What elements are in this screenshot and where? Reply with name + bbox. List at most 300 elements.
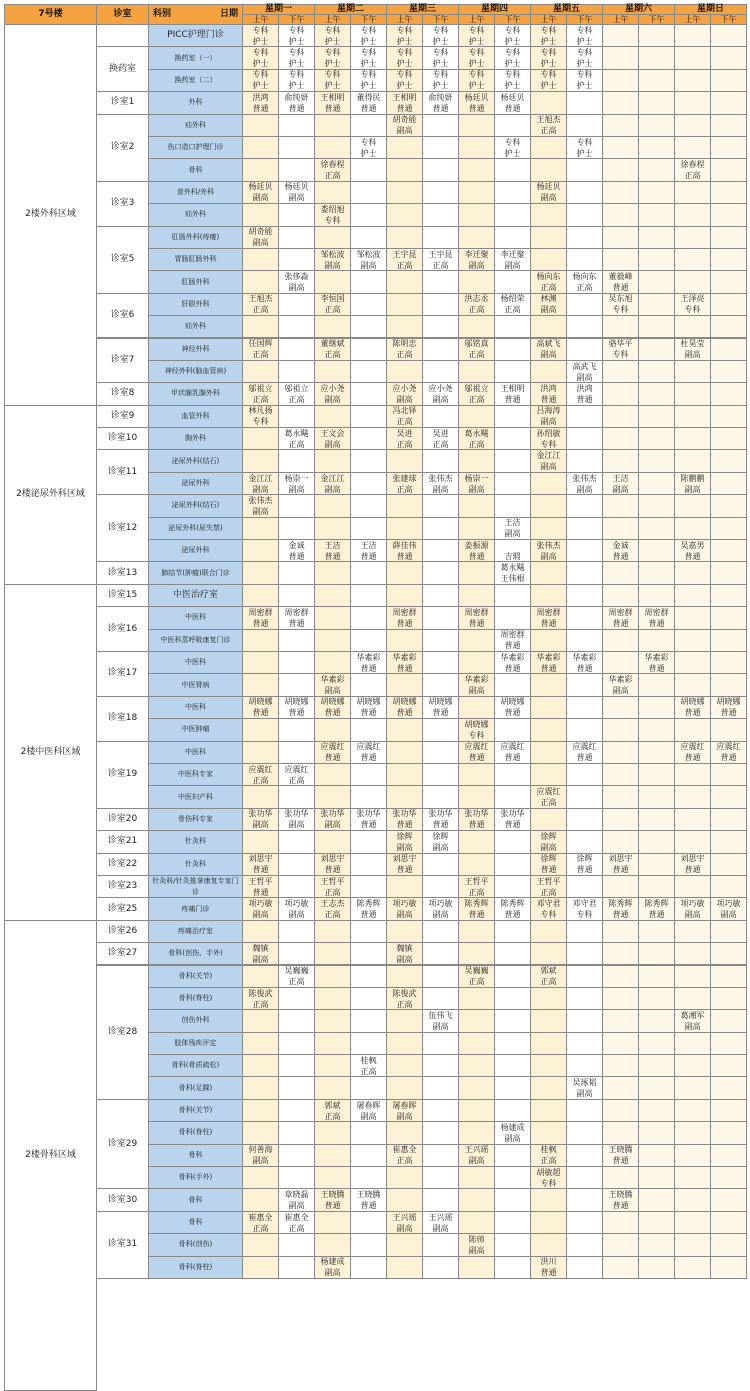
- dept-label: 神经外科(脑血管病): [148, 360, 243, 383]
- schedule-slot: 专科 护士: [566, 69, 603, 92]
- schedule-slot: 俞纯妍 普通: [422, 91, 459, 114]
- schedule-slot: [314, 606, 351, 629]
- schedule-slot: [242, 203, 279, 226]
- schedule-slot: 应震红 普通: [458, 741, 495, 764]
- schedule-slot: [638, 494, 675, 517]
- schedule-slot: 董继斌 正高: [314, 338, 351, 361]
- schedule-slot: [530, 517, 567, 540]
- dept-label: 外科: [148, 91, 243, 114]
- schedule-slot: [242, 315, 279, 338]
- schedule-slot: [710, 539, 747, 562]
- schedule-slot: 杨崇一 副高: [278, 472, 315, 495]
- schedule-slot: [350, 1009, 387, 1032]
- day-header: 星期六: [602, 4, 675, 15]
- schedule-slot: 张功华 普通: [458, 808, 495, 831]
- schedule-slot: 邓守君 专科: [530, 897, 567, 920]
- schedule-slot: [350, 561, 387, 584]
- area-label: 2楼泌尿外科区域: [4, 405, 97, 585]
- schedule-slot: [710, 1009, 747, 1032]
- schedule-slot: [566, 1054, 603, 1077]
- schedule-slot: 周密群 普通: [278, 606, 315, 629]
- schedule-slot: [710, 584, 747, 607]
- schedule-slot: [242, 741, 279, 764]
- schedule-slot: [458, 696, 495, 719]
- schedule-slot: 陈明忠 正高: [386, 338, 423, 361]
- schedule-slot: [350, 472, 387, 495]
- schedule-slot: [674, 1166, 711, 1189]
- schedule-slot: [350, 181, 387, 204]
- half-day-header: 下午: [278, 14, 315, 25]
- schedule-slot: [566, 449, 603, 472]
- schedule-slot: [674, 449, 711, 472]
- schedule-slot: [602, 1099, 639, 1122]
- schedule-slot: [494, 875, 531, 898]
- dept-label: 肛肠外科: [148, 270, 243, 293]
- schedule-slot: [638, 1233, 675, 1256]
- room-header: 诊室: [96, 4, 149, 25]
- schedule-slot: [350, 763, 387, 786]
- schedule-slot: 刘思宇 普通: [386, 853, 423, 876]
- schedule-slot: [458, 763, 495, 786]
- schedule-slot: 专科 护士: [278, 46, 315, 69]
- schedule-slot: [674, 1032, 711, 1055]
- schedule-slot: [422, 1076, 459, 1099]
- dept-label: 骨科(创伤、手外): [148, 942, 243, 965]
- schedule-slot: 应震红 普通: [350, 741, 387, 764]
- schedule-slot: [674, 1233, 711, 1256]
- schedule-slot: 专科 护士: [566, 136, 603, 159]
- schedule-slot: [422, 1166, 459, 1189]
- half-day-header: 上午: [530, 14, 567, 25]
- schedule-slot: [350, 449, 387, 472]
- dept-label: 血管外科: [148, 405, 243, 428]
- schedule-slot: [674, 405, 711, 428]
- schedule-slot: [674, 248, 711, 271]
- schedule-slot: [674, 270, 711, 293]
- dept-label: 肢体残疾评定: [148, 1032, 243, 1055]
- dept-label: 中医科: [148, 651, 243, 674]
- schedule-slot: [386, 315, 423, 338]
- schedule-slot: 徐春程 正高: [674, 158, 711, 181]
- schedule-slot: [602, 114, 639, 137]
- schedule-slot: [530, 248, 567, 271]
- schedule-slot: [494, 203, 531, 226]
- schedule-slot: [566, 1188, 603, 1211]
- schedule-slot: [710, 158, 747, 181]
- schedule-slot: 徐辉 副高: [530, 830, 567, 853]
- schedule-slot: 应震红 正高: [242, 763, 279, 786]
- schedule-slot: [278, 1166, 315, 1189]
- schedule-slot: [638, 965, 675, 988]
- schedule-slot: [530, 808, 567, 831]
- dept-label: 中医肿瘤: [148, 718, 243, 741]
- schedule-slot: 项巧敏 副高: [710, 897, 747, 920]
- schedule-slot: [602, 920, 639, 943]
- schedule-slot: [566, 338, 603, 361]
- schedule-slot: [350, 606, 387, 629]
- schedule-slot: [530, 673, 567, 696]
- schedule-slot: [638, 1166, 675, 1189]
- dept-label: 疼痛治疗室: [148, 920, 243, 943]
- schedule-slot: [458, 942, 495, 965]
- dept-label: 中医肾病: [148, 673, 243, 696]
- schedule-slot: [566, 942, 603, 965]
- schedule-slot: [458, 785, 495, 808]
- dept-label: 中医妇产科: [148, 785, 243, 808]
- schedule-slot: [530, 942, 567, 965]
- schedule-slot: [350, 1032, 387, 1055]
- schedule-slot: [386, 1233, 423, 1256]
- schedule-slot: [638, 46, 675, 69]
- schedule-slot: [638, 696, 675, 719]
- schedule-slot: 王旭杰 正高: [242, 293, 279, 316]
- schedule-slot: 专科 护士: [242, 46, 279, 69]
- schedule-slot: [710, 181, 747, 204]
- schedule-slot: [602, 696, 639, 719]
- schedule-slot: 邬祖立 正高: [458, 382, 495, 405]
- schedule-slot: [314, 718, 351, 741]
- schedule-slot: [278, 1256, 315, 1279]
- schedule-slot: [638, 741, 675, 764]
- schedule-slot: [422, 360, 459, 383]
- schedule-slot: [602, 449, 639, 472]
- schedule-slot: [278, 1121, 315, 1144]
- schedule-slot: [674, 785, 711, 808]
- dept-label: 泌尿外科(结石): [148, 494, 243, 517]
- schedule-slot: [242, 1054, 279, 1077]
- schedule-slot: [314, 785, 351, 808]
- schedule-slot: [242, 718, 279, 741]
- schedule-slot: [602, 382, 639, 405]
- schedule-slot: [602, 763, 639, 786]
- schedule-slot: [638, 1009, 675, 1032]
- schedule-slot: [566, 91, 603, 114]
- schedule-slot: [278, 494, 315, 517]
- half-day-header: 上午: [674, 14, 711, 25]
- schedule-slot: [602, 808, 639, 831]
- schedule-slot: 张功华 普通: [350, 808, 387, 831]
- schedule-slot: [314, 360, 351, 383]
- dept-label: 普外科/外科: [148, 181, 243, 204]
- room-label: 诊室23: [96, 875, 149, 898]
- schedule-slot: [422, 136, 459, 159]
- schedule-slot: 王洁 副高: [494, 517, 531, 540]
- schedule-slot: [314, 181, 351, 204]
- schedule-slot: [638, 360, 675, 383]
- schedule-slot: [386, 158, 423, 181]
- schedule-slot: 杨绍荣 正高: [494, 293, 531, 316]
- schedule-slot: [242, 965, 279, 988]
- schedule-slot: [602, 226, 639, 249]
- schedule-slot: [242, 1099, 279, 1122]
- schedule-slot: [566, 517, 603, 540]
- schedule-slot: [566, 181, 603, 204]
- schedule-slot: 应震红 普通: [314, 741, 351, 764]
- schedule-slot: 张伟杰 副高: [530, 539, 567, 562]
- schedule-slot: [494, 942, 531, 965]
- schedule-slot: [422, 1233, 459, 1256]
- schedule-slot: [494, 1256, 531, 1279]
- schedule-slot: [386, 270, 423, 293]
- schedule-slot: 洪鸿 普通: [530, 382, 567, 405]
- schedule-slot: [602, 1166, 639, 1189]
- room-label: 诊室8: [96, 382, 149, 405]
- schedule-slot: [242, 517, 279, 540]
- schedule-slot: [386, 763, 423, 786]
- schedule-slot: [530, 494, 567, 517]
- schedule-slot: [314, 517, 351, 540]
- schedule-slot: [386, 673, 423, 696]
- schedule-slot: [422, 584, 459, 607]
- dept-label: 伤口造口护理门诊: [148, 136, 243, 159]
- schedule-slot: [710, 248, 747, 271]
- schedule-slot: [530, 1032, 567, 1055]
- schedule-slot: [602, 875, 639, 898]
- schedule-slot: [278, 1032, 315, 1055]
- schedule-slot: [710, 673, 747, 696]
- schedule-slot: [566, 293, 603, 316]
- schedule-slot: [458, 1256, 495, 1279]
- schedule-slot: [422, 673, 459, 696]
- schedule-slot: 王哲平 正高: [530, 875, 567, 898]
- schedule-slot: 周密群 普通: [530, 606, 567, 629]
- schedule-slot: [350, 338, 387, 361]
- schedule-slot: [458, 136, 495, 159]
- schedule-slot: 华素彩 普通: [530, 651, 567, 674]
- schedule-slot: [710, 91, 747, 114]
- schedule-slot: [602, 1032, 639, 1055]
- schedule-slot: 陈秀辉 普通: [494, 897, 531, 920]
- schedule-slot: [674, 1188, 711, 1211]
- schedule-slot: [242, 248, 279, 271]
- dept-label: 创伤外科: [148, 1009, 243, 1032]
- schedule-slot: [602, 942, 639, 965]
- schedule-slot: [494, 494, 531, 517]
- schedule-slot: [530, 561, 567, 584]
- dept-label: PICC护理门诊: [148, 24, 243, 47]
- schedule-slot: 周密群 普通: [242, 606, 279, 629]
- schedule-slot: [494, 606, 531, 629]
- schedule-slot: [494, 1099, 531, 1122]
- schedule-slot: [602, 651, 639, 674]
- schedule-slot: 徐辉 副高: [422, 830, 459, 853]
- schedule-slot: [566, 1099, 603, 1122]
- schedule-slot: [494, 1009, 531, 1032]
- schedule-slot: [458, 517, 495, 540]
- room-label: 诊室21: [96, 830, 149, 853]
- schedule-slot: [314, 987, 351, 1010]
- schedule-slot: [602, 830, 639, 853]
- schedule-slot: 王晓腾 普通: [314, 1188, 351, 1211]
- schedule-slot: [422, 158, 459, 181]
- schedule-slot: [602, 1256, 639, 1279]
- schedule-slot: [566, 561, 603, 584]
- schedule-slot: 王洁 副高: [602, 472, 639, 495]
- date-column-label: 日期: [219, 9, 238, 19]
- schedule-slot: [674, 494, 711, 517]
- schedule-slot: [386, 181, 423, 204]
- schedule-slot: [566, 1256, 603, 1279]
- schedule-slot: [638, 114, 675, 137]
- schedule-slot: [386, 561, 423, 584]
- schedule-slot: [602, 1054, 639, 1077]
- schedule-slot: [602, 158, 639, 181]
- schedule-slot: [710, 24, 747, 47]
- dept-label: 骨伤科专家: [148, 808, 243, 831]
- schedule-slot: [638, 1099, 675, 1122]
- schedule-slot: [458, 830, 495, 853]
- schedule-slot: [674, 203, 711, 226]
- schedule-slot: [350, 1211, 387, 1234]
- day-header: 星期四: [458, 4, 531, 15]
- room-label: 诊室6: [96, 293, 149, 339]
- dept-label: 换药室（一）: [148, 46, 243, 69]
- schedule-slot: [242, 360, 279, 383]
- schedule-slot: 吴进 正高: [386, 427, 423, 450]
- schedule-slot: [242, 158, 279, 181]
- schedule-slot: [422, 181, 459, 204]
- schedule-slot: 项巧敏 副高: [278, 897, 315, 920]
- area-label: 2楼外科区域: [4, 24, 97, 406]
- schedule-slot: 王相明 普通: [494, 382, 531, 405]
- schedule-slot: [530, 315, 567, 338]
- schedule-slot: 骆华平 专科: [602, 338, 639, 361]
- schedule-slot: [386, 1121, 423, 1144]
- schedule-slot: [638, 584, 675, 607]
- room-label: 诊室20: [96, 808, 149, 831]
- schedule-slot: [494, 427, 531, 450]
- schedule-slot: [602, 494, 639, 517]
- room-label: 诊室11: [96, 449, 149, 495]
- schedule-slot: [422, 1188, 459, 1211]
- schedule-slot: 胡奇能 副高: [242, 226, 279, 249]
- schedule-slot: [710, 942, 747, 965]
- schedule-slot: [494, 673, 531, 696]
- room-label: 诊室22: [96, 853, 149, 876]
- schedule-slot: 金江江 副高: [314, 472, 351, 495]
- schedule-slot: [710, 875, 747, 898]
- schedule-slot: [242, 1032, 279, 1055]
- schedule-slot: 华素彩 普通: [386, 651, 423, 674]
- room-label: 诊室12: [96, 494, 149, 562]
- schedule-slot: 应震红 普通: [566, 741, 603, 764]
- schedule-slot: [710, 382, 747, 405]
- schedule-slot: [278, 517, 315, 540]
- dept-label: 针灸科/针灸推拿康复专家门诊: [148, 875, 243, 898]
- schedule-slot: [422, 494, 459, 517]
- schedule-slot: 葛永飚 正高: [278, 427, 315, 450]
- schedule-slot: 屠春晖 副高: [386, 1099, 423, 1122]
- schedule-slot: [674, 606, 711, 629]
- half-day-header: 上午: [242, 14, 279, 25]
- schedule-slot: 陈秀辉 普通: [638, 897, 675, 920]
- schedule-slot: [566, 987, 603, 1010]
- dept-label: 骨科: [148, 158, 243, 181]
- schedule-slot: [638, 942, 675, 965]
- schedule-slot: [278, 293, 315, 316]
- schedule-slot: [458, 1211, 495, 1234]
- schedule-slot: [710, 853, 747, 876]
- schedule-slot: 杨建成 副高: [314, 1256, 351, 1279]
- schedule-slot: 专科 护士: [350, 136, 387, 159]
- schedule-slot: [494, 181, 531, 204]
- schedule-slot: 洪鸿 普通: [566, 382, 603, 405]
- schedule-slot: [566, 696, 603, 719]
- schedule-slot: [674, 315, 711, 338]
- schedule-slot: 王晓腾 普通: [602, 1144, 639, 1167]
- schedule-slot: [314, 965, 351, 988]
- schedule-slot: [674, 808, 711, 831]
- schedule-slot: 何善海 副高: [242, 1144, 279, 1167]
- schedule-slot: [674, 942, 711, 965]
- schedule-slot: [566, 427, 603, 450]
- schedule-slot: [674, 987, 711, 1010]
- schedule-slot: [314, 830, 351, 853]
- schedule-slot: [314, 1032, 351, 1055]
- schedule-slot: 应小尧 副高: [422, 382, 459, 405]
- schedule-slot: [278, 1009, 315, 1032]
- dept-label: 泌尿外科(结石): [148, 449, 243, 472]
- schedule-slot: [530, 920, 567, 943]
- schedule-slot: 刘思宇 普通: [674, 853, 711, 876]
- schedule-slot: 屠春晖 副高: [350, 1099, 387, 1122]
- schedule-slot: [350, 853, 387, 876]
- schedule-slot: [566, 1233, 603, 1256]
- room-label: 诊室25: [96, 897, 149, 920]
- schedule-slot: [674, 382, 711, 405]
- schedule-slot: 王哲平 普通: [242, 875, 279, 898]
- schedule-slot: [350, 987, 387, 1010]
- schedule-slot: 王晓腾 普通: [350, 1188, 387, 1211]
- schedule-slot: 洪鸿 普通: [242, 91, 279, 114]
- schedule-slot: [422, 853, 459, 876]
- schedule-slot: 崔惠全 正高: [242, 1211, 279, 1234]
- schedule-slot: [422, 965, 459, 988]
- schedule-slot: [458, 405, 495, 428]
- schedule-slot: [674, 651, 711, 674]
- schedule-slot: [386, 584, 423, 607]
- schedule-slot: 杨廷贝 普通: [458, 91, 495, 114]
- schedule-slot: 李迁聚 副高: [494, 248, 531, 271]
- schedule-slot: [638, 338, 675, 361]
- schedule-slot: 应震红 普通: [710, 741, 747, 764]
- schedule-slot: [314, 942, 351, 965]
- schedule-slot: 周密群 普通: [458, 606, 495, 629]
- schedule-slot: [530, 741, 567, 764]
- schedule-slot: [386, 203, 423, 226]
- schedule-slot: [422, 226, 459, 249]
- schedule-slot: [638, 24, 675, 47]
- dept-label: 中医科专家: [148, 763, 243, 786]
- schedule-slot: [458, 494, 495, 517]
- dept-label: 骨科(关节): [148, 1099, 243, 1122]
- schedule-slot: [422, 741, 459, 764]
- schedule-slot: [422, 785, 459, 808]
- schedule-slot: 应震红 正高: [530, 785, 567, 808]
- schedule-slot: [710, 338, 747, 361]
- schedule-slot: [638, 673, 675, 696]
- schedule-slot: [602, 629, 639, 652]
- schedule-slot: [602, 315, 639, 338]
- schedule-slot: 吴巍巍 正高: [458, 965, 495, 988]
- schedule-slot: 徐辉 普通: [530, 853, 567, 876]
- schedule-slot: [638, 561, 675, 584]
- schedule-slot: 张功华 副高: [278, 808, 315, 831]
- schedule-slot: 洪志丞 正高: [458, 293, 495, 316]
- schedule-slot: [422, 1144, 459, 1167]
- schedule-slot: [710, 629, 747, 652]
- schedule-slot: [602, 1121, 639, 1144]
